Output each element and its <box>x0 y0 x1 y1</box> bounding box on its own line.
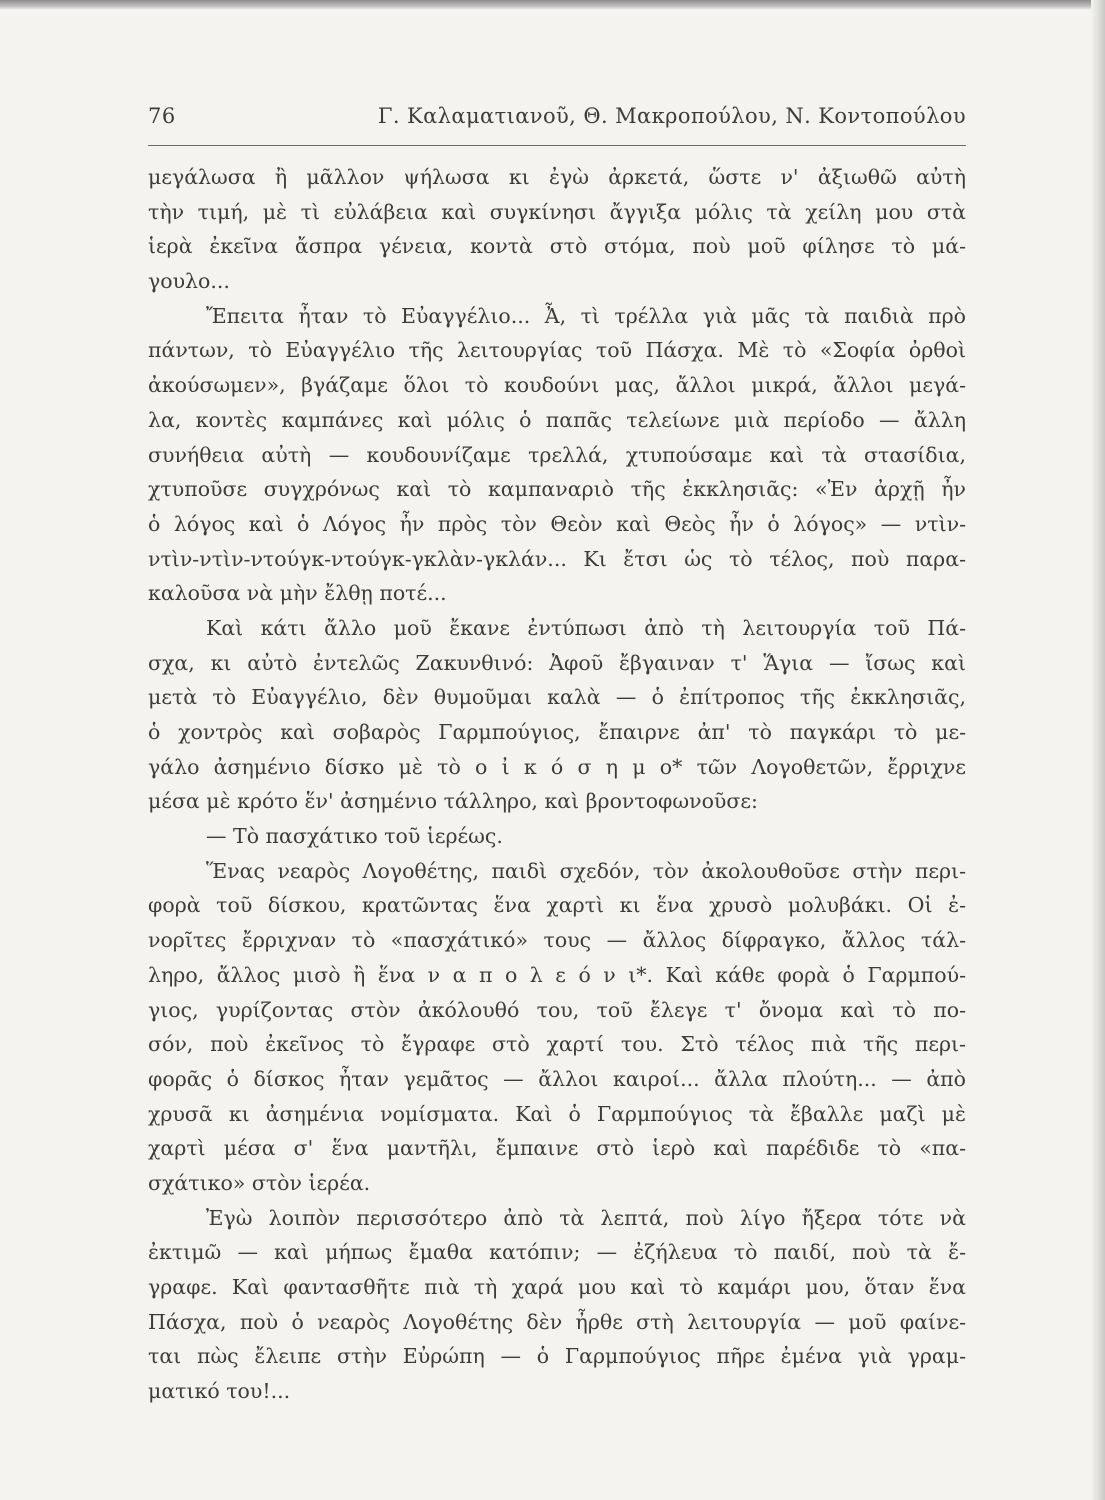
text-line: πάντων, τὸ Εὐαγγέλιο τῆς λειτουργίας τοῦ Πάσχα. Μὲ τὸ «Σοφία ὀρθοὶ <box>148 338 966 363</box>
text-line: ἱερὰ ἐκεῖνα ἄσπρα γένεια, κοντὰ στὸ στόμα, ποὺ μοῦ φίλησε τὸ μά- <box>148 234 966 259</box>
text-line: γιος, γυρίζοντας στὸν ἀκόλουθό του, τοῦ ἔλεγε τ' ὄνομα καὶ τὸ πο- <box>148 997 966 1022</box>
text-line: Καὶ κάτι ἄλλο μοῦ ἔκανε ἐντύπωσι ἀπὸ τὴ λειτουργία τοῦ Πά- <box>206 615 966 640</box>
text-line: ὁ χοντρὸς καὶ σοβαρὸς Γαρμπούγιος, ἔπαιρνε ἀπ' τὸ παγκάρι τὸ με- <box>148 720 966 744</box>
text-line: ντὶν-ντὶν-ντούγκ-ντούγκ-γκλὰν-γκλάν... Κι ἔτσι ὡς τὸ τέλος, ποὺ παρα- <box>148 546 966 571</box>
text-line: μέσα μὲ κρότο ἕν' ἀσημένιο τάλληρο, καὶ βροντοφωνοῦσε: <box>148 789 758 814</box>
text-line: μετὰ τὸ Εὐαγγέλιο, δὲν θυμοῦμαι καλὰ — ὁ ἐπίτροπος τῆς ἐκκλησιᾶς, <box>148 685 966 710</box>
text-line: νορῖτες ἔρριχναν τὸ «πασχάτικό» τους — ἄλλος δίφραγκο, ἄλλος τάλ- <box>148 928 966 953</box>
text-line: ἐκτιμῶ — καὶ μήπως ἔμαθα κατόπιν; — ἐζήλευα τὸ παιδί, ποὺ τὰ ἔ- <box>148 1240 966 1265</box>
text-line: Ἔπειτα ἦταν τὸ Εὐαγγέλιο... Ἆ, τὶ τρέλλα γιὰ μᾶς τὰ παιδιὰ πρὸ <box>206 303 966 328</box>
text-line: τὴν τιμή, μὲ τὶ εὐλάβεια καὶ συγκίνησι ἄγγιξα μόλις τὰ χείλη μου στὰ <box>148 199 966 224</box>
header-rule <box>148 145 966 146</box>
text-line: Ἕνας νεαρὸς Λογοθέτης, παιδὶ σχεδόν, τὸν ἀκολουθοῦσε στὴν περι- <box>206 858 966 883</box>
text-line: συνήθεια αὐτὴ — κουδουνίζαμε τρελλά, χτυπούσαμε καὶ τὰ στασίδια, <box>148 442 966 467</box>
text-line: γραφε. Καὶ φαντασθῆτε πιὰ τὴ χαρά μου καὶ τὸ καμάρι μου, ὅταν ἕνα <box>148 1275 966 1299</box>
text-line: Ἐγὼ λοιπὸν περισσότερο ἀπὸ τὰ λεπτά, ποὺ λίγο ἤξερα τότε νὰ <box>206 1205 966 1230</box>
text-line: — Τὸ πασχάτικο τοῦ ἱερέως. <box>206 824 503 849</box>
text-line: ληρο, ἄλλος μισὸ ἢ ἕνα ν α π ο λ ε ό ν ι*. Καὶ κάθε φορὰ ὁ Γαρμπού- <box>148 962 966 987</box>
text-line: ὁ λόγος καὶ ὁ Λόγος ἦν πρὸς τὸν Θεὸν καὶ Θεὸς ἦν ὁ λόγος» — ντὶν- <box>148 511 966 536</box>
text-line: χαρτὶ μέσα σ' ἕνα μαντῆλι, ἔμπαινε στὸ ἱερὸ καὶ παρέδιδε τὸ «πα- <box>148 1136 966 1161</box>
text-line: Πάσχα, ποὺ ὁ νεαρὸς Λογοθέτης δὲν ἦρθε στὴ λειτουργία — μοῦ φαίνε- <box>148 1309 966 1334</box>
text-line: χρυσᾶ κι ἀσημένια νομίσματα. Καὶ ὁ Γαρμπούγιος τὰ ἔβαλλε μαζὶ μὲ <box>148 1101 966 1126</box>
text-line: φορὰ τοῦ δίσκου, κρατῶντας ἕνα χαρτὶ κι ἕνα χρυσὸ μολυβάκι. Οἱ ἐ- <box>148 893 966 918</box>
text-line: καλοῦσα νὰ μὴν ἔλθῃ ποτέ... <box>148 581 447 606</box>
text-line: ται πὼς ἔλειπε στὴν Εὐρώπη — ὁ Γαρμπούγιος πῆρε ἐμένα γιὰ γραμ- <box>148 1344 966 1369</box>
page-number: 76 <box>148 104 176 128</box>
text-line: γάλο ἀσημένιο δίσκο μὲ τὸ ο ἰ κ ό σ η μ ο* τῶν Λογοθετῶν, ἔρριχνε <box>148 754 966 779</box>
text-line: σχα, κι αὐτὸ ἐντελῶς Ζακυνθινό: Ἀφοῦ ἔβγαιναν τ' Ἅγια — ἴσως καὶ <box>148 650 966 675</box>
text-line: σόν, ποὺ ἐκεῖνος τὸ ἔγραφε στὸ χαρτί του. Στὸ τέλος πιὰ τῆς περι- <box>148 1032 966 1057</box>
text-line: ματικό του!... <box>148 1379 291 1404</box>
running-head: Γ. Καλαματιανοῦ, Θ. Μακροπούλου, Ν. Κοντοπούλου <box>377 104 966 128</box>
text-line: γουλο... <box>148 269 230 294</box>
text-line: ἀκούσωμεν», βγάζαμε ὅλοι τὸ κουδούνι μας, ἄλλοι μικρά, ἄλλοι μεγά- <box>148 373 966 398</box>
text-line: σχάτικο» στὸν ἱερέα. <box>148 1170 371 1195</box>
text-line: λα, κοντὲς καμπάνες καὶ μόλις ὁ παπᾶς τελείωνε μιὰ περίοδο — ἄλλη <box>148 407 966 432</box>
scan-edge-right <box>1091 0 1105 1500</box>
scan-edge-top <box>0 0 1105 10</box>
text-line: χτυποῦσε συγχρόνως καὶ τὸ καμπαναριὸ τῆς ἐκκλησιᾶς: «Ἐν ἀρχῇ ἦν <box>148 477 966 502</box>
body-text <box>148 160 966 1409</box>
text-line: μεγάλωσα ἢ μᾶλλον ψήλωσα κι ἐγὼ ἀρκετά, ὥστε ν' ἀξιωθῶ αὐτὴ <box>148 165 966 189</box>
text-line: φορᾶς ὁ δίσκος ἦταν γεμᾶτος — ἄλλοι καιροί... ἄλλα πλούτη... — ἀπὸ <box>148 1066 966 1091</box>
page-header <box>148 104 966 134</box>
